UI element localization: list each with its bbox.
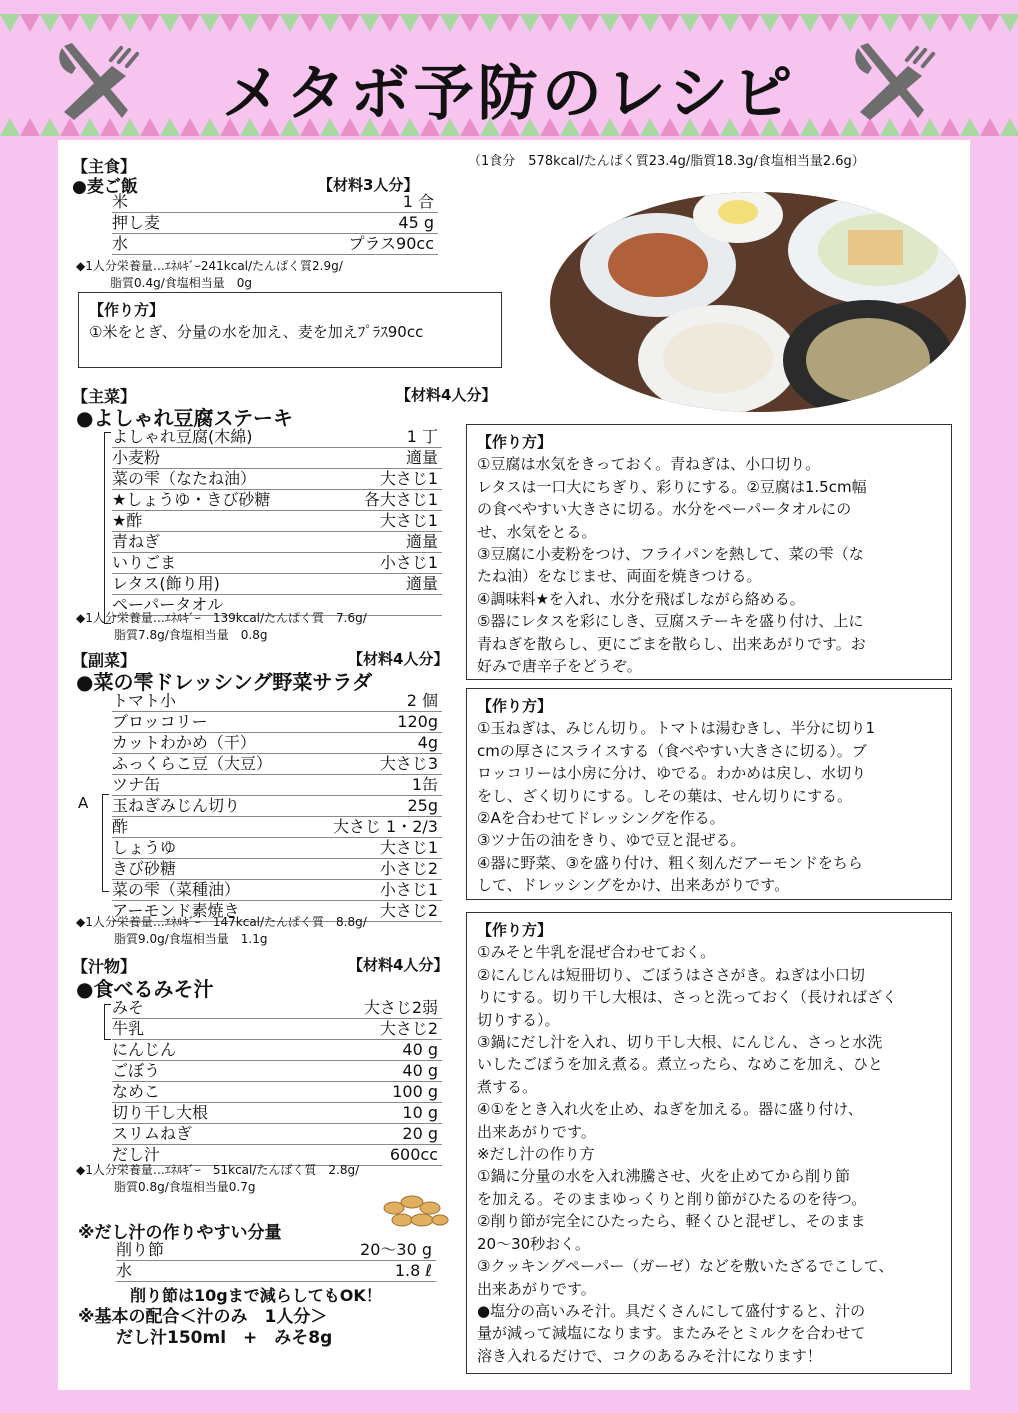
method-line: ④調味料★を入れ、水分を飛ばしながら絡める。	[477, 589, 805, 608]
ingredient-row	[112, 838, 442, 859]
ingredient-name: 押し麦	[112, 213, 161, 232]
triangle-decoration	[660, 14, 680, 32]
ingredient-name: 小麦粉	[112, 448, 161, 467]
dashi-note: 削り節は10gまで減らしてもOK！	[130, 1286, 382, 1305]
ingredient-name: ふっくらこ豆（大豆）	[112, 754, 273, 773]
ingredient-name: ツナ缶	[112, 775, 161, 794]
ingredient-amount: 25g	[407, 796, 438, 815]
ingredient-amount: 小さじ1	[379, 553, 438, 572]
side-nutrition-line2: 脂質9.0g/食塩相当量 1.1g	[114, 932, 268, 946]
recipe-sheet	[58, 140, 970, 1390]
ingredient-amount: 適量	[405, 532, 438, 551]
method-line: りにする。切り干し大根は、さっと洗っておく（長ければざく	[477, 988, 898, 1007]
soup-method-title: 【作り方】	[477, 921, 553, 939]
triangle-decoration	[620, 14, 640, 32]
method-line: ③豆腐に小麦粉をつけ、フライパンを熱して、菜の雫（な	[477, 545, 864, 564]
side-section-label: 【副菜】	[72, 651, 137, 670]
side-dish-name: ●菜の雫ドレッシング野菜サラダ	[76, 670, 373, 694]
main-method-box	[466, 424, 952, 680]
triangle-decoration	[60, 14, 80, 32]
triangle-decoration	[200, 14, 220, 32]
ingredient-amount: 10 g	[402, 1103, 438, 1122]
ingredient-amount: 40 g	[402, 1061, 438, 1080]
ingredient-amount: 20 g	[402, 1124, 438, 1143]
triangle-decoration	[0, 14, 20, 32]
method-line: ③クッキングペーパー（ガーゼ）などを敷いたざるでこして、	[477, 1257, 894, 1276]
ingredient-row	[112, 998, 442, 1019]
ingredient-row	[112, 469, 442, 490]
ingredient-name: ブロッコリー	[112, 712, 208, 731]
method-line: ①鍋に分量の水を入れ沸騰させ、火を止めてから削り節	[477, 1167, 850, 1186]
ingredient-amount: 4g	[417, 733, 438, 752]
method-line: たね油）をなじませ、両面を焼きつける。	[477, 567, 762, 586]
ingredient-row	[112, 490, 442, 511]
ingredient-row	[112, 553, 442, 574]
ingredient-amount: 小さじ1	[379, 880, 438, 899]
triangle-decoration	[680, 14, 700, 32]
side-group-label: A	[78, 794, 89, 812]
bonito-flakes-icon	[380, 1192, 450, 1232]
ingredient-amount: 2 個	[406, 691, 438, 710]
triangle-decoration	[320, 14, 340, 32]
method-line: レタスは一口大にちぎり、彩りにする。②豆腐は1.5cm幅	[477, 477, 867, 496]
triangle-decoration	[840, 14, 860, 32]
staple-nutrition-line2: 脂質0.4g/食塩相当量 0g	[110, 276, 252, 290]
method-line: 出来あがりです。	[477, 1279, 596, 1298]
ingredient-name: 青ねぎ	[112, 532, 161, 551]
method-line: ④器に野菜、③を盛り付け、粗く刻んだアーモンドをちら	[477, 853, 863, 872]
triangle-decoration	[560, 14, 580, 32]
triangle-decoration	[700, 14, 720, 32]
main-servings: 【材料4人分】	[396, 386, 497, 404]
ingredient-name: ★しょうゆ・きび砂糖	[112, 490, 271, 509]
triangle-decoration	[820, 14, 840, 32]
method-line: ③鍋にだし汁を入れ、切り干し大根、にんじん、さっと水洗	[477, 1033, 883, 1052]
method-line: ①豆腐は水気をきっておく。青ねぎは、小口切り。	[477, 455, 821, 474]
method-line: ②にんじんは短冊切り、ごぼうはささがき。ねぎは小口切	[477, 965, 865, 984]
method-line: 好みで唐辛子をどうぞ。	[477, 657, 642, 676]
ingredient-row	[116, 1261, 436, 1282]
triangle-decoration	[400, 14, 420, 32]
side-ingredient-list	[112, 691, 442, 922]
triangle-decoration	[860, 14, 880, 32]
method-line: ③ツナ缶の油をきり、ゆで豆と混ぜる。	[477, 831, 746, 850]
soup-bracket	[104, 1004, 111, 1040]
ingredient-row	[112, 712, 442, 733]
side-dressing-bracket	[102, 794, 109, 892]
triangle-decoration	[580, 14, 600, 32]
ingredient-amount: 適量	[405, 574, 438, 593]
ingredient-name: しょうゆ	[112, 838, 177, 857]
method-line: ロッコリーは小房に分け、ゆでる。わかめは戻し、水切り	[477, 764, 867, 783]
side-servings: 【材料4人分】	[348, 650, 449, 668]
triangle-decoration	[780, 14, 800, 32]
ingredient-row	[112, 1040, 442, 1061]
ingredient-row	[112, 733, 442, 754]
ingredient-row	[112, 532, 442, 553]
ingredient-amount: 適量	[405, 448, 438, 467]
ingredient-row	[112, 1082, 442, 1103]
side-method-box	[466, 688, 952, 900]
main-nutrition-line1: ◆1人分栄養量…ｴﾈﾙｷﾞｰ 139kcal/たんぱく質 7.6g/	[76, 611, 367, 625]
triangle-decoration	[760, 14, 780, 32]
ingredient-name: 水	[116, 1261, 133, 1280]
staple-section-label: 【主食】	[72, 157, 137, 176]
ingredient-name: ★酢	[112, 511, 143, 530]
main-nutrition-line2: 脂質7.8g/食塩相当量 0.8g	[114, 628, 268, 642]
ingredient-name: 切り干し大根	[112, 1103, 209, 1122]
ingredient-amount: 各大さじ1	[363, 490, 438, 509]
triangle-decoration	[180, 14, 200, 32]
ingredient-name: だし汁	[112, 1145, 161, 1164]
triangle-decoration	[300, 14, 320, 32]
method-line: いしたごぼうを加え煮る。煮立ったら、なめこを加え、ひと	[477, 1055, 883, 1074]
triangle-decoration	[880, 14, 900, 32]
triangle-decoration	[520, 14, 540, 32]
triangle-decoration	[240, 14, 260, 32]
ingredient-amount: 100 g	[392, 1082, 438, 1101]
method-line: の食べやすい大きさに切る。水分をペーパータオルにの	[477, 500, 852, 519]
triangle-decoration	[500, 14, 520, 32]
main-ingredient-list	[112, 427, 442, 616]
ingredient-name: スリムねぎ	[112, 1124, 193, 1143]
method-line: ②Aを合わせてドレッシングを作る。	[477, 809, 725, 828]
ingredient-name: 米	[112, 192, 129, 211]
method-line: して、ドレッシングをかけ、出来あがりです。	[477, 876, 790, 895]
ingredient-row	[112, 427, 442, 448]
triangle-decoration	[540, 14, 560, 32]
method-line: を加える。そのままゆっくりと削り節がひたるのを待つ。	[477, 1189, 867, 1208]
dashi-ingredient-list	[116, 1240, 436, 1282]
ingredient-row	[112, 574, 442, 595]
method-line: 煮する。	[477, 1077, 538, 1096]
method-line: 20～30秒おく。	[477, 1234, 590, 1253]
top-triangle-border	[0, 14, 1018, 32]
ingredient-name: 菜の雫（なたね油）	[112, 469, 257, 488]
dashi-amount-title: ※だし汁の作りやすい分量	[78, 1223, 282, 1243]
triangle-decoration	[480, 14, 500, 32]
ingredient-name: よしゃれ豆腐(木綿)	[112, 427, 253, 446]
triangle-decoration	[360, 14, 380, 32]
soup-servings: 【材料4人分】	[348, 956, 449, 974]
triangle-decoration	[340, 14, 360, 32]
method-line: ②削り節が完全にひたったら、軽くひと混ぜし、そのまま	[477, 1212, 866, 1231]
soup-section-label: 【汁物】	[72, 957, 137, 976]
method-line: せ、水気をとる。	[477, 522, 597, 541]
ingredient-row	[112, 796, 442, 817]
triangle-decoration	[440, 14, 460, 32]
triangle-decoration	[800, 14, 820, 32]
ingredient-amount: 45 g	[398, 213, 434, 232]
triangle-decoration	[720, 14, 740, 32]
ingredient-row	[112, 192, 438, 213]
triangle-decoration	[140, 14, 160, 32]
ingredient-name: 削り節	[116, 1240, 165, 1259]
ingredient-name: カットわかめ（干）	[112, 733, 256, 752]
soup-nutrition-line1: ◆1人分栄養量…ｴﾈﾙｷﾞｰ 51kcal/たんぱく質 2.8g/	[76, 1163, 360, 1177]
triangle-decoration	[220, 14, 240, 32]
main-dish-name: ●よしゃれ豆腐ステーキ	[76, 406, 294, 430]
ingredient-name: いりごま	[112, 553, 177, 572]
staple-method-title: 【作り方】	[89, 301, 165, 319]
page-title: メタボ予防のレシピ	[221, 59, 797, 129]
ingredient-amount: 1 合	[402, 192, 434, 211]
ingredient-name: みそ	[112, 998, 145, 1017]
method-line: ④①をとき入れ火を止め、ねぎを加える。器に盛り付け、	[477, 1100, 863, 1119]
side-method-title: 【作り方】	[477, 697, 553, 715]
ingredient-name: 玉ねぎみじん切り	[112, 796, 241, 815]
method-line: 出来あがりです。	[477, 1122, 596, 1141]
staple-nutrition-line1: ◆1人分栄養量…ｴﾈﾙｷﾞｰ241kcal/たんぱく質2.9g/	[76, 259, 343, 273]
triangle-decoration	[920, 14, 940, 32]
triangle-decoration	[940, 14, 960, 32]
ingredient-row	[112, 234, 438, 255]
ingredient-amount: 大さじ1	[379, 469, 438, 488]
triangle-decoration	[960, 14, 980, 32]
ingredient-name: 水	[112, 234, 129, 253]
soup-dish-name: ●食べるみそ汁	[76, 977, 214, 1001]
ingredient-amount: 大さじ2	[379, 901, 438, 920]
method-line: cmの厚さにスライスする（食べやすい大きさに切る）。ブ	[477, 741, 867, 760]
ingredient-row	[112, 1124, 442, 1145]
ingredient-name: レタス(飾り用)	[112, 574, 220, 593]
triangle-decoration	[460, 14, 480, 32]
triangle-decoration	[380, 14, 400, 32]
ingredient-amount: 大さじ2	[379, 1019, 438, 1038]
ingredient-amount: 600cc	[389, 1145, 438, 1164]
method-line: をし、ざく切りにする。しその葉は、せん切りにする。	[477, 786, 853, 805]
staple-dish-name: ●麦ご飯	[72, 177, 138, 197]
meal-summary: （1食分 578kcal/たんぱく質23.4g/脂質18.3g/食塩相当量2.6g）	[468, 154, 865, 169]
ingredient-amount: 大さじ 1・2/3	[332, 817, 438, 836]
ingredient-row	[112, 213, 438, 234]
ingredient-row	[112, 448, 442, 469]
ingredient-row	[112, 1019, 442, 1040]
triangle-decoration	[260, 14, 280, 32]
ingredient-row	[112, 859, 442, 880]
triangle-decoration	[100, 14, 120, 32]
method-line: 溶き入れるだけで、コクのあるみそ汁になります！	[477, 1346, 822, 1365]
ingredient-name: トマト小	[112, 691, 177, 710]
ingredient-row	[112, 775, 442, 796]
method-line: ①玉ねぎは、みじん切り。トマトは湯むきし、半分に切り1	[477, 719, 875, 738]
soup-nutrition-line2: 脂質0.8g/食塩相当量0.7g	[114, 1180, 256, 1194]
method-line: ⑤器にレタスを彩にしき、豆腐ステーキを盛り付け、上に	[477, 612, 864, 631]
ingredient-row	[112, 1103, 442, 1124]
main-section-label: 【主菜】	[72, 387, 137, 406]
ingredient-name: 菜の雫（菜種油）	[112, 880, 241, 899]
ingredient-row	[116, 1240, 436, 1261]
triangle-decoration	[160, 14, 180, 32]
method-line: 切りする）。	[477, 1010, 560, 1029]
ingredient-name: ペーパータオル	[112, 595, 224, 614]
ingredient-amount: 大さじ2弱	[363, 998, 438, 1017]
ingredient-amount: 1缶	[411, 775, 438, 794]
staple-method-box	[78, 292, 502, 368]
ingredient-name: アーモンド素焼き	[112, 901, 240, 920]
ingredient-amount: 大さじ3	[379, 754, 438, 773]
ingredient-amount: 小さじ2	[379, 859, 438, 878]
ingredient-name: 牛乳	[112, 1019, 145, 1038]
ingredient-amount: 1 丁	[406, 427, 438, 446]
triangle-decoration	[280, 14, 300, 32]
ingredient-row	[112, 817, 442, 838]
meal-photo	[548, 190, 968, 415]
method-line: ●塩分の高いみそ汁。具だくさんにして盛付すると、汁の	[477, 1301, 866, 1320]
ingredient-amount: 40 g	[402, 1040, 438, 1059]
triangle-decoration	[900, 14, 920, 32]
triangle-decoration	[420, 14, 440, 32]
staple-ingredient-list	[112, 192, 438, 255]
ingredient-amount: 1.8 ℓ	[394, 1261, 432, 1280]
triangle-decoration	[600, 14, 620, 32]
ingredient-row	[112, 1061, 442, 1082]
triangle-decoration	[1000, 14, 1018, 32]
method-line: 青ねぎを散らし、更にごまを散らし、出来あがりです。お	[477, 634, 866, 653]
ingredient-name: 酢	[112, 817, 129, 836]
triangle-decoration	[980, 14, 1000, 32]
triangle-decoration	[640, 14, 660, 32]
ingredient-name: にんじん	[112, 1040, 177, 1059]
method-line: ※だし汁の作り方	[477, 1145, 595, 1164]
ingredient-row	[112, 691, 442, 712]
triangle-decoration	[20, 14, 40, 32]
ingredient-name: なめこ	[112, 1082, 161, 1101]
ingredient-amount: プラス90cc	[348, 234, 434, 253]
ingredient-amount: 20～30 g	[360, 1240, 432, 1259]
basic-mix: だし汁150ml + みそ8g	[116, 1328, 333, 1348]
staple-method-text: ①米をとぎ、分量の水を加え、麦を加えﾌﾟﾗｽ90cc	[89, 323, 424, 342]
basic-mix-title: ※基本の配合＜汁のみ 1人分＞	[78, 1307, 328, 1327]
triangle-decoration	[40, 14, 60, 32]
ingredient-row	[112, 511, 442, 532]
method-line: ①みそと牛乳を混ぜ合わせておく。	[477, 943, 716, 962]
ingredient-amount: 大さじ1	[379, 511, 438, 530]
ingredient-name: ごぼう	[112, 1061, 161, 1080]
soup-ingredient-list	[112, 998, 442, 1166]
main-method-title: 【作り方】	[477, 433, 553, 451]
ingredient-amount: 120g	[397, 712, 438, 731]
ingredient-amount: 大さじ1	[379, 838, 438, 857]
soup-method-box	[466, 912, 952, 1374]
triangle-decoration	[80, 14, 100, 32]
ingredient-row	[112, 754, 442, 775]
side-nutrition-line1: ◆1人分栄養量…ｴﾈﾙｷﾞｰ 147kcal/たんぱく質 8.8g/	[76, 915, 367, 929]
ingredient-row	[112, 880, 442, 901]
method-line: 量が減って減塩になります。またみそとミルクを合わせて	[477, 1324, 866, 1343]
main-ingredient-bracket	[104, 432, 111, 624]
triangle-decoration	[120, 14, 140, 32]
ingredient-name: きび砂糖	[112, 859, 177, 878]
triangle-decoration	[740, 14, 760, 32]
staple-servings: 【材料3人分】	[318, 176, 419, 194]
